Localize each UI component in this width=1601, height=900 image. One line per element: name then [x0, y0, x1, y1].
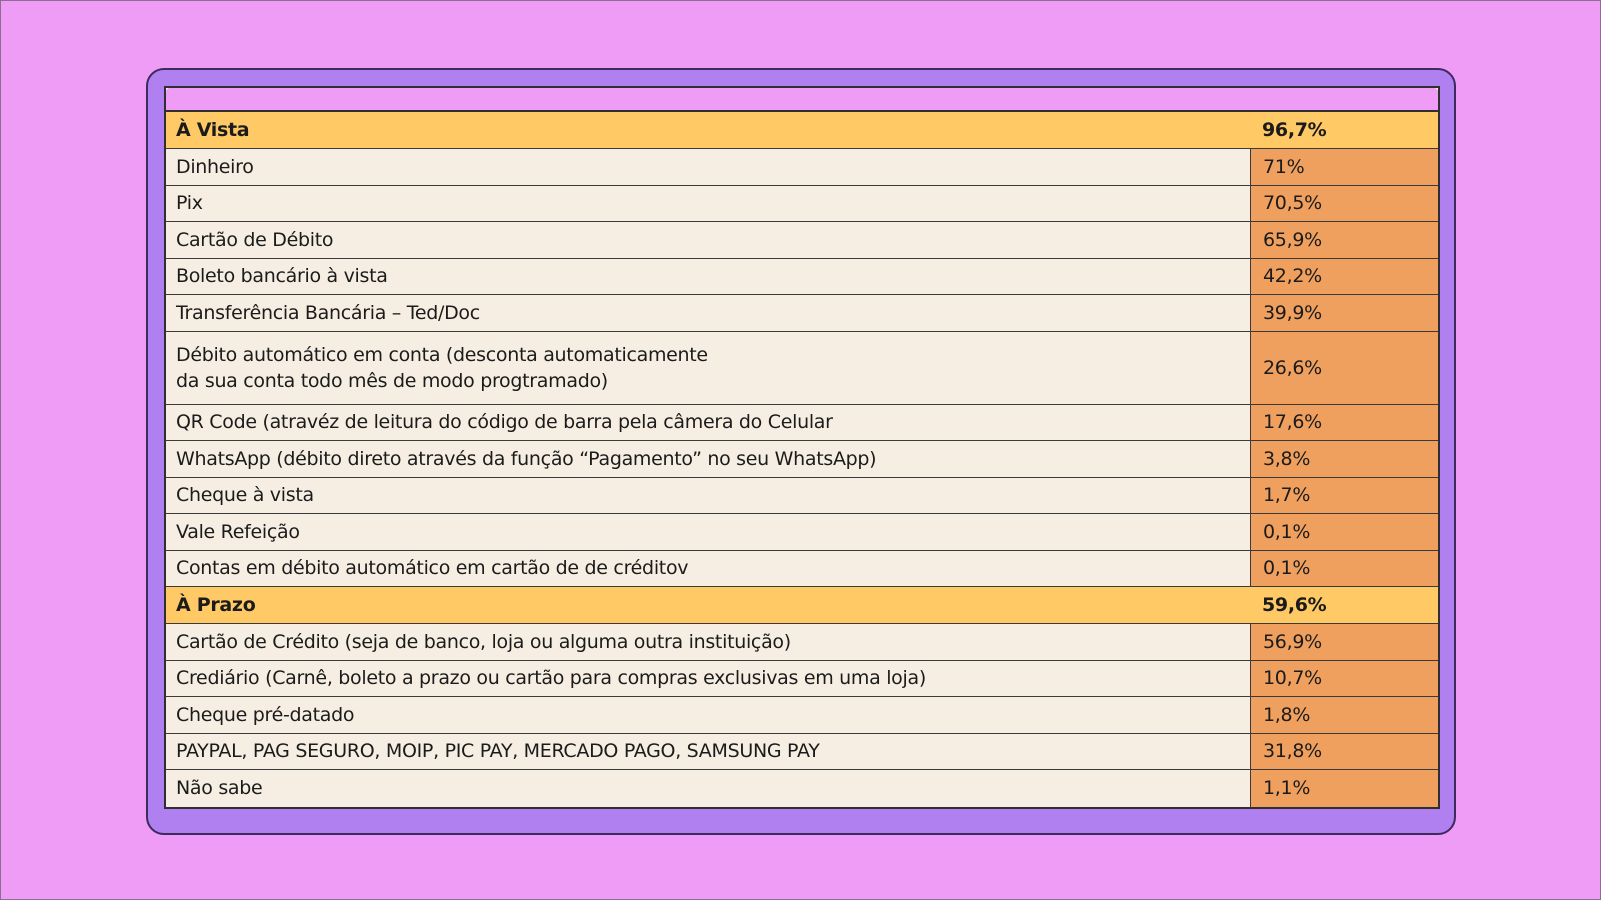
table-row [166, 441, 1438, 478]
group-label: À Vista [166, 112, 1250, 148]
row-label: Pix [176, 192, 203, 215]
row-value: 26,6% [1250, 332, 1438, 404]
row-value: 1,7% [1250, 478, 1438, 514]
row-value: 10,7% [1250, 661, 1438, 697]
row-value: 71% [1250, 149, 1438, 185]
row-label: Dinheiro [176, 155, 254, 178]
row-label: Contas em débito automático em cartão de de créditov [176, 557, 689, 580]
row-label: Cheque pré-datado [176, 703, 355, 726]
table-row [166, 186, 1438, 223]
table-row [166, 295, 1438, 332]
row-value: 42,2% [1250, 259, 1438, 295]
row-label-line1: Débito automático em conta (desconta automaticamente [176, 343, 708, 366]
row-label-line2: da sua conta todo mês de modo progtramado) [176, 369, 608, 392]
payment-methods-table [164, 86, 1440, 809]
row-label: Cartão de Débito [176, 228, 334, 251]
row-label: Transferência Bancária – Ted/Doc [176, 301, 480, 324]
row-value: 17,6% [1250, 405, 1438, 441]
row-value: 3,8% [1250, 441, 1438, 477]
table-row [166, 222, 1438, 259]
row-value: 31,8% [1250, 734, 1438, 770]
group-row-a-prazo [166, 587, 1438, 624]
group-row-a-vista [166, 112, 1438, 149]
row-value: 0,1% [1250, 514, 1438, 550]
table-row [166, 661, 1438, 698]
row-value: 1,8% [1250, 697, 1438, 733]
table-row [166, 478, 1438, 515]
table-row [166, 551, 1438, 588]
table-row [166, 149, 1438, 186]
row-value: 65,9% [1250, 222, 1438, 258]
group-value: 96,7% [1250, 112, 1438, 148]
row-label: Não sabe [176, 777, 263, 800]
row-value: 70,5% [1250, 186, 1438, 222]
row-label-multiline [166, 332, 1250, 404]
row-value: 1,1% [1250, 770, 1438, 807]
table-row [166, 405, 1438, 442]
group-value: 59,6% [1250, 587, 1438, 623]
table-row [166, 624, 1438, 661]
row-label: WhatsApp (débito direto através da função “Pagamento” no seu WhatsApp) [176, 447, 877, 470]
table-row [166, 697, 1438, 734]
row-label: Crediário (Carnê, boleto a prazo ou cartão para compras exclusivas em uma loja) [176, 667, 926, 690]
row-label: Vale Refeição [176, 520, 300, 543]
table-row [166, 332, 1438, 405]
row-label: PAYPAL, PAG SEGURO, MOIP, PIC PAY, MERCADO PAGO, SAMSUNG PAY [176, 740, 820, 763]
row-label: Cartão de Crédito (seja de banco, loja ou alguma outra instituição) [176, 630, 791, 653]
row-value: 56,9% [1250, 624, 1438, 660]
table-header-strip [166, 88, 1438, 112]
row-label: Cheque à vista [176, 484, 314, 507]
table-row [166, 770, 1438, 807]
row-value: 39,9% [1250, 295, 1438, 331]
table-card [146, 68, 1456, 835]
table-row [166, 514, 1438, 551]
row-value: 0,1% [1250, 551, 1438, 587]
table-row [166, 259, 1438, 296]
row-label: QR Code (atravéz de leitura do código de barra pela câmera do Celular [176, 411, 833, 434]
group-label: À Prazo [166, 587, 1250, 623]
row-label: Boleto bancário à vista [176, 265, 388, 288]
table-row [166, 734, 1438, 771]
